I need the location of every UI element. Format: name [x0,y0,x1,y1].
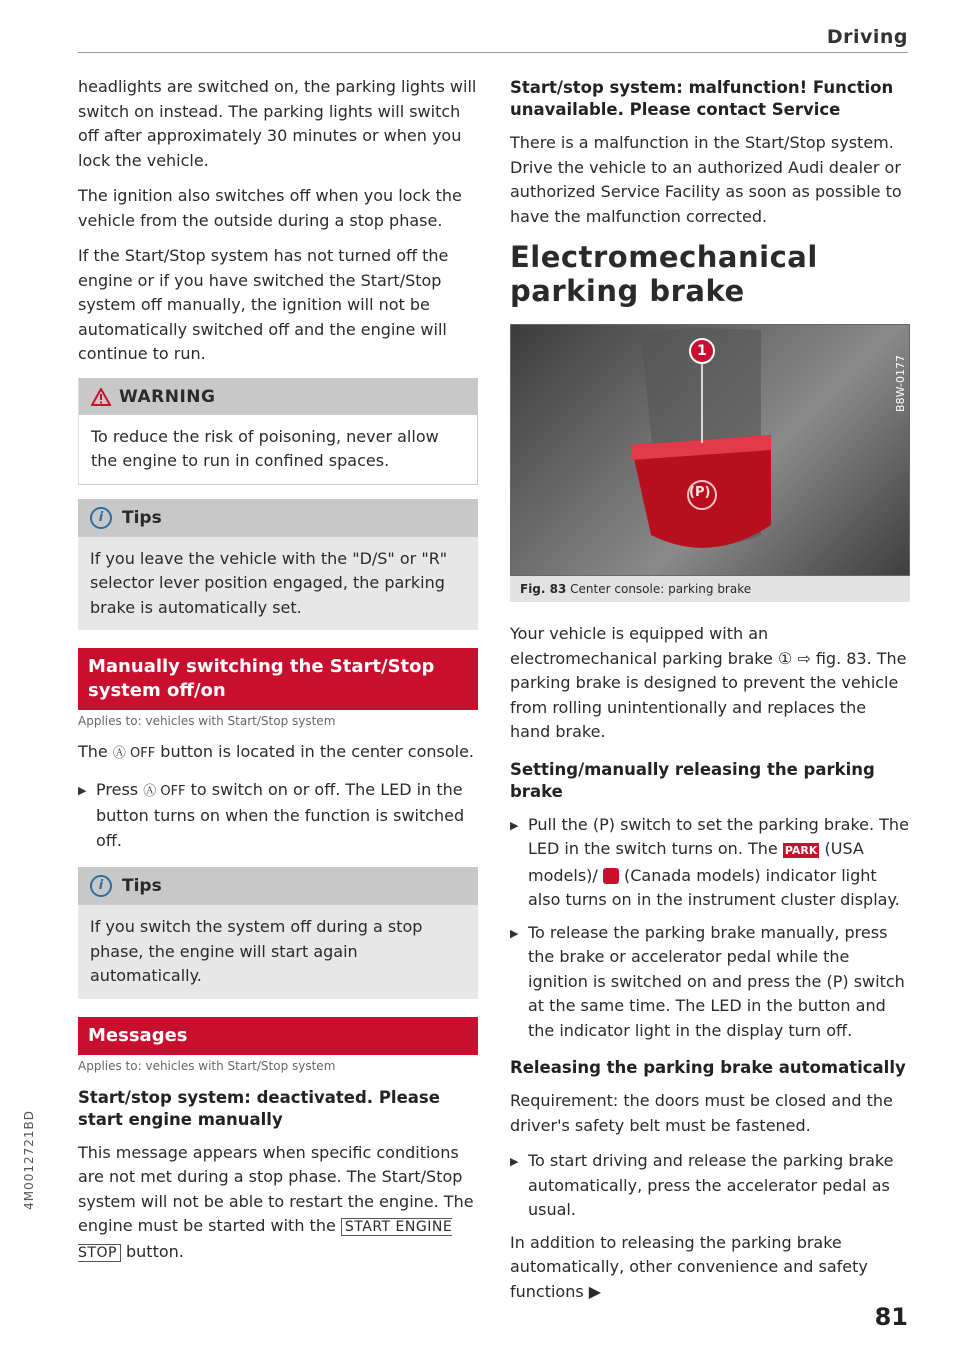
figure-caption-text: Center console: parking brake [570,582,752,596]
text-fragment: (USA models)/ [528,839,864,885]
subheading: Setting/manually releasing the parking brake [510,759,875,801]
applies-to: Applies to: vehicles with Start/Stop system [78,714,336,728]
bullet-arrow-icon: ▶ [78,783,87,797]
parking-brake-symbol: (P) [592,814,615,834]
tips-title: Tips [122,876,162,896]
tips-header [78,867,478,905]
paragraph: Your vehicle is equipped with an electromechanical parking brake ① ⇨ fig. 83. The parking brake is designed to prevent the vehicle from rolling unintentionally and replaces the hand brake. [510,624,907,741]
list-item [510,1149,910,1223]
list-item-text [528,813,910,913]
info-icon: i [90,875,112,897]
parking-brake-figure [510,324,910,576]
text-fragment: (Canada models) indicator light also turns on in the instrument cluster display. [528,865,900,909]
subheading: Releasing the parking brake automatically [510,1058,906,1077]
tips-text: If you leave the vehicle with the "D/S" or "R" selector lever position engaged, the parking brake is automatically set. [90,548,448,617]
list-item-text [96,778,478,854]
paragraph: There is a malfunction in the Start/Stop system. Drive the vehicle to an authorized Audi dealer or authorized Service Facility as soon as possible to have the malfunction corrected. [510,133,902,226]
tips-box [78,867,478,999]
park-indicator-icon: PARK [784,844,818,857]
info-icon: i [90,507,112,529]
warning-box [78,378,478,485]
bullet-arrow-icon: ▶ [510,926,519,940]
paragraph: headlights are switched on, the parking lights will switch on instead. The parking lights will switch off after approximately 30 minutes or when you lock the vehicle. [78,77,477,170]
start-stop-button-symbol: Ⓐ OFF [143,783,186,799]
warning-title: WARNING [119,386,216,407]
start-stop-button-symbol: Ⓐ OFF [112,746,156,761]
figure-caption [510,576,910,602]
page-number: 81 [874,1303,908,1331]
applies-to: Applies to: vehicles with Start/Stop system [78,1058,336,1073]
section-heading: Manually switching the Start/Stop system off/on [78,648,478,710]
text-fragment: The [78,742,108,761]
tips-title: Tips [122,507,162,528]
warning-triangle-icon [91,388,111,406]
text-fragment: to switch on or off. The LED in the button turns on when the function is switched off. [96,779,465,850]
warning-text: To reduce the risk of poisoning, never allow the engine to run in confined spaces. [91,426,439,470]
parking-brake-symbol: (P) [689,485,711,500]
section-title: Driving [826,26,908,48]
text-fragment: button is located in the center console. [160,742,475,761]
start-engine-stop-button-label: START ENGINE STOP [78,1219,453,1261]
paragraph [78,1141,478,1266]
text-fragment: Pull the [528,814,588,834]
paragraph: If the Start/Stop system has not turned off the engine or if you have switched the Start/Stop system off manually, the ignition will not be automatically switched off and the engine will continue to run. [78,246,449,363]
paragraph: Requirement: the doors must be closed and the driver's safety belt must be fastened. [510,1091,893,1135]
list-item [510,813,910,913]
right-column [510,75,910,1315]
text-fragment: Press [96,779,139,799]
text-fragment: button. [126,1241,184,1261]
paragraph: The ignition also switches off when you lock the vehicle from the outside during a stop phase. [78,186,462,230]
paragraph [78,740,478,767]
list-item [510,921,910,1044]
subheading: Start/stop system: malfunction! Function unavailable. Please contact Service [510,78,894,119]
section-heading: Messages [78,1017,478,1055]
tips-header [78,499,478,537]
parking-brake-illustration [511,325,909,575]
tips-text: If you switch the system off during a stop phase, the engine will start again automatically. [90,917,423,985]
chapter-title: Electromechanical parking brake [510,240,818,308]
text-fragment: This message appears when specific conditions are not met during a stop phase. The Start/Stop system will not be able to restart the engine. The engine must be started with the [78,1142,474,1235]
text-fragment: switch to set the parking brake. The LED in the switch turns on. The [528,814,909,858]
list-item [78,778,478,854]
figure-label: Fig. 83 [520,582,567,596]
tips-box [78,499,478,631]
figure-code: B8W-0177 [894,355,907,412]
header-rule [78,52,908,53]
left-column [78,75,478,1276]
callout-number: 1 [697,343,707,359]
warning-header [79,379,477,415]
paragraph: In addition to releasing the parking brake automatically, other convenience and safety functions ▶ [510,1232,868,1301]
list-item-text: To release the parking brake manually, press the brake or accelerator pedal while the ignition is switched on and press the (P) switch at the same time. The LED in the button and the indicator light in the display turn off. [528,922,905,1040]
bullet-arrow-icon: ▶ [510,1155,519,1168]
list-item-text: To start driving and release the parking brake automatically, press the accelerator pedal as usual. [528,1151,894,1219]
document-code: 4M0012721BD [22,1110,36,1210]
subheading: Start/stop system: deactivated. Please start engine manually [78,1087,440,1129]
canada-parking-indicator-icon [603,868,619,884]
bullet-arrow-icon: ▶ [510,818,519,832]
